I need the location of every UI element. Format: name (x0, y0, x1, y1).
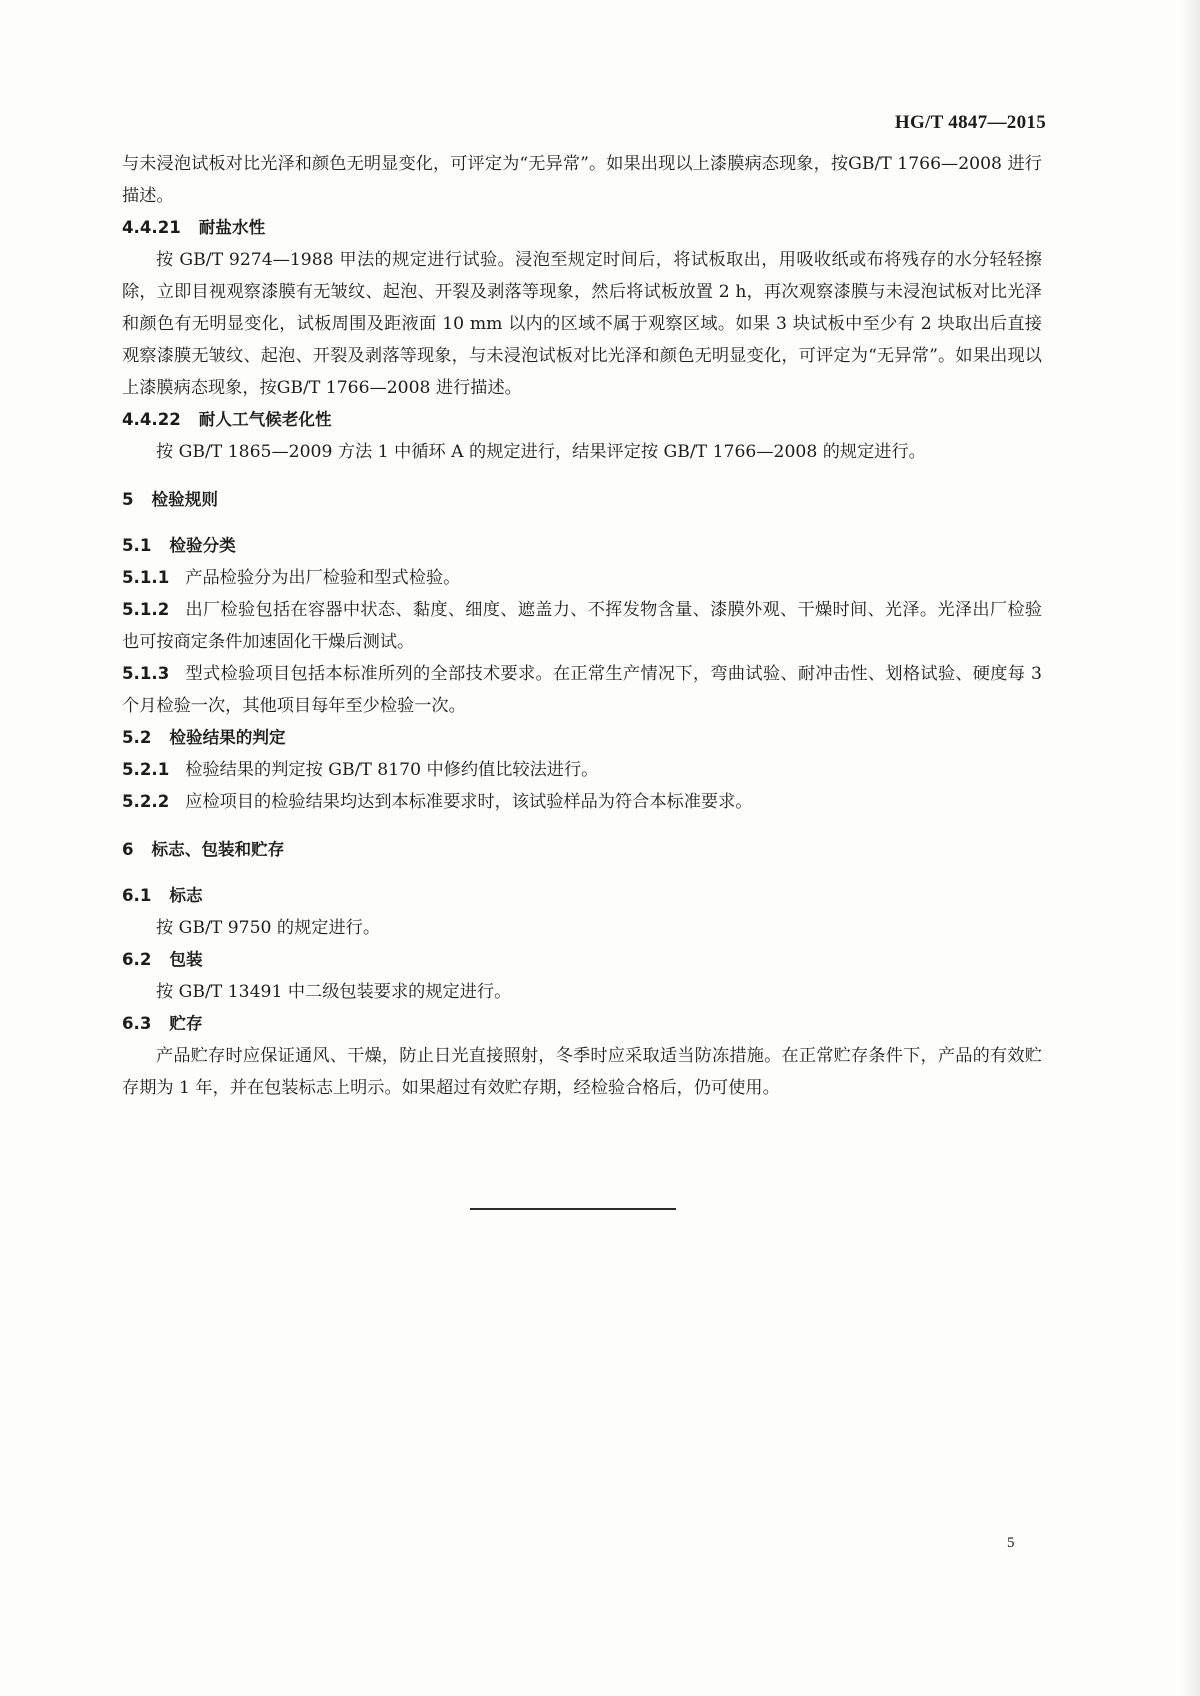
clause-text: 型式检验项目包括本标准所列的全部技术要求。在正常生产情况下，弯曲试验、耐冲击性、划格试验、硬度每 3 个月检验一次，其他项目每年至少检验一次。 (122, 664, 1042, 716)
heading-6 (122, 834, 1042, 866)
paragraph-continued: 与未浸泡试板对比光泽和颜色无明显变化，可评定为“无异常”。如果出现以上漆膜病态现象，按GB/T 1766—2008 进行描述。 (122, 154, 1042, 206)
paragraph-6-3: 产品贮存时应保证通风、干燥，防止日光直接照射，冬季时应采取适当防冻措施。在正常贮存条件下，产品的有效贮存期为 1 年，并在包装标志上明示。如果超过有效贮存期，经检验合格后，仍可使用。 (122, 1046, 1042, 1098)
clause-number: 5.1.1 (122, 568, 170, 587)
paragraph-4-4-22: 按 GB/T 1865—2009 方法 1 中循环 A 的规定进行，结果评定按 GB/T 1766—2008 的规定进行。 (156, 442, 926, 462)
clause-number: 5.2.1 (122, 760, 170, 779)
section-number: 6.1 (122, 886, 152, 905)
document-body (122, 148, 1042, 1104)
standard-code-header: HG/T 4847—2015 (894, 112, 1046, 133)
clause-5-1-1 (122, 562, 1042, 594)
scan-edge-shadow (1182, 0, 1200, 1696)
section-title: 贮存 (169, 1014, 203, 1033)
section-number: 6 (122, 840, 134, 859)
section-number: 5.2 (122, 728, 152, 747)
paragraph-6-1: 按 GB/T 9750 的规定进行。 (156, 918, 381, 938)
section-title: 标志 (169, 886, 203, 905)
clause-text: 产品检验分为出厂检验和型式检验。 (185, 568, 461, 588)
section-title: 耐人工气候老化性 (198, 410, 332, 429)
section-title: 检验规则 (151, 490, 218, 509)
clause-5-2-2 (122, 786, 1042, 818)
section-number: 4.4.21 (122, 218, 181, 237)
heading-6-1 (122, 880, 1042, 912)
clause-5-1-2 (122, 594, 1042, 658)
clause-text: 应检项目的检验结果均达到本标准要求时，该试验样品为符合本标准要求。 (185, 792, 753, 812)
heading-5-2 (122, 722, 1042, 754)
clause-text: 检验结果的判定按 GB/T 8170 中修约值比较法进行。 (185, 760, 599, 780)
section-number: 4.4.22 (122, 410, 181, 429)
heading-6-3 (122, 1008, 1042, 1040)
section-number: 5.1 (122, 536, 152, 555)
paragraph-6-2: 按 GB/T 13491 中二级包装要求的规定进行。 (156, 982, 512, 1002)
section-title: 包装 (169, 950, 203, 969)
heading-4-4-22 (122, 404, 1042, 436)
section-title: 检验结果的判定 (169, 728, 286, 747)
section-number: 6.3 (122, 1014, 152, 1033)
heading-6-2 (122, 944, 1042, 976)
clause-number: 5.1.2 (122, 600, 170, 619)
heading-5-1 (122, 530, 1042, 562)
clause-5-2-1 (122, 754, 1042, 786)
clause-number: 5.1.3 (122, 664, 170, 683)
paragraph-4-4-21: 按 GB/T 9274—1988 甲法的规定进行试验。浸泡至规定时间后，将试板取出，用吸收纸或布将残存的水分轻轻擦除，立即目视观察漆膜有无皱纹、起泡、开裂及剥落等现象，然后将试板放置 2 h，再次观察漆膜与未浸泡试板对比光泽和颜色有无明显变化，试板周围及距液面 10 mm 以内的区域不属于观察区域。如果 3 块试板中至少有 2 块取出后直接观察漆膜无皱纹、起泡、开裂及剥落等现象，与未浸泡试板对比光泽和颜色无明显变化，可评定为“无异常”。如果出现以上漆膜病态现象，按GB/T 1766—2008 进行描述。 (122, 250, 1042, 398)
section-number: 5 (122, 490, 134, 509)
section-title: 耐盐水性 (198, 218, 266, 237)
clause-text: 出厂检验包括在容器中状态、黏度、细度、遮盖力、不挥发物含量、漆膜外观、干燥时间、光泽。光泽出厂检验也可按商定条件加速固化干燥后测试。 (122, 600, 1042, 652)
heading-4-4-21 (122, 212, 1042, 244)
section-number: 6.2 (122, 950, 152, 969)
end-of-document-rule (470, 1208, 676, 1210)
page-number: 5 (1007, 1535, 1015, 1551)
clause-number: 5.2.2 (122, 792, 170, 811)
section-title: 标志、包装和贮存 (151, 840, 285, 859)
clause-5-1-3 (122, 658, 1042, 722)
section-title: 检验分类 (169, 536, 236, 555)
heading-5 (122, 484, 1042, 516)
